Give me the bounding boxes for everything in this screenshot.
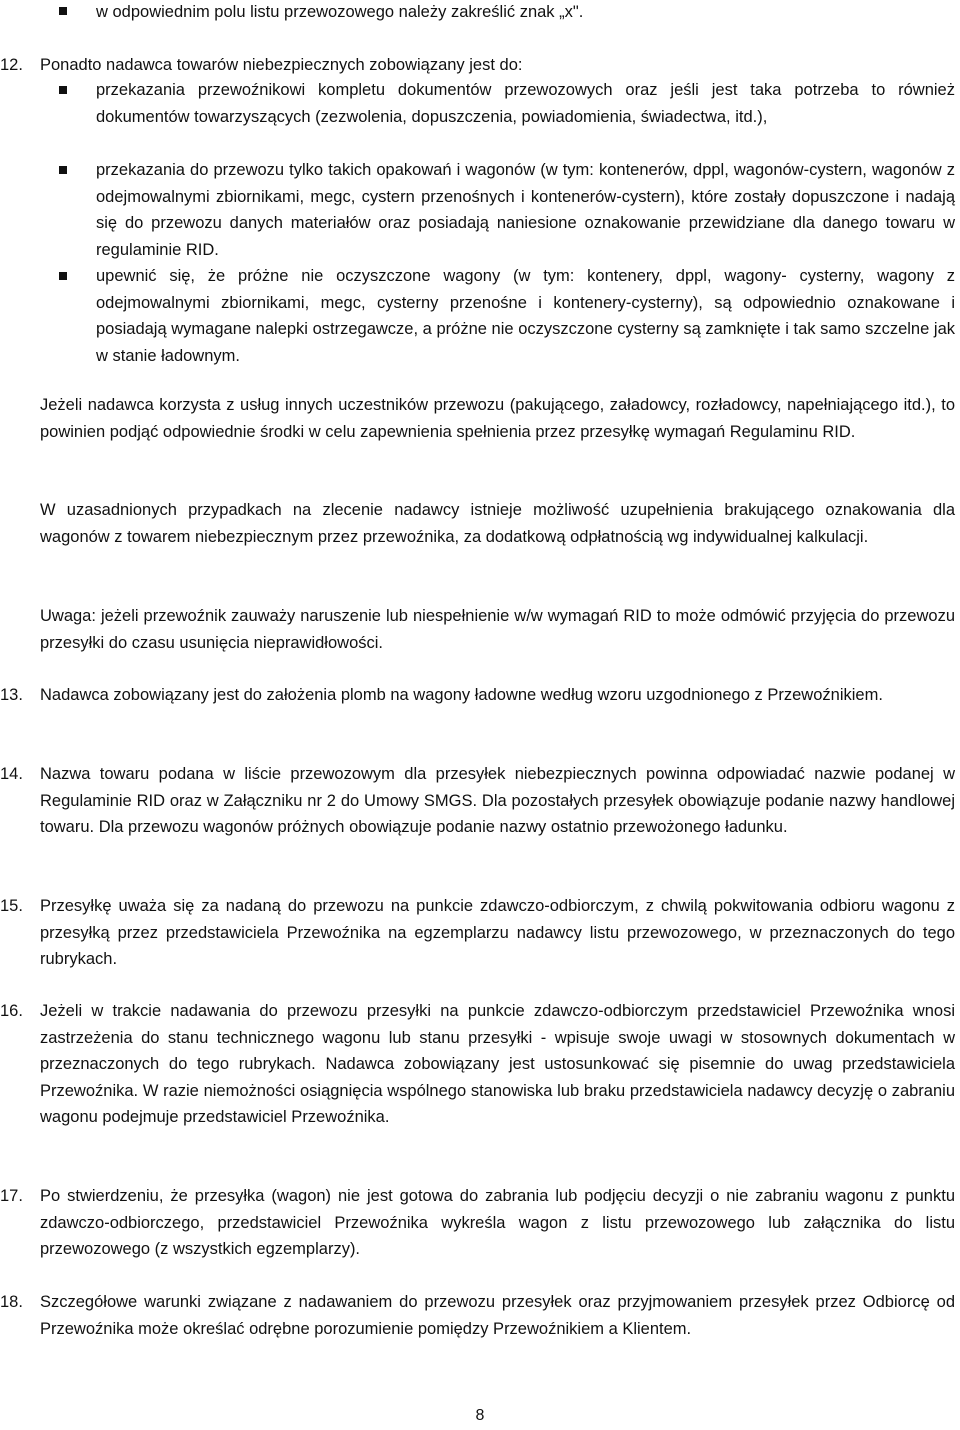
item-text: Jeżeli w trakcie nadawania do przewozu przesyłki na punkcie zdawczo-odbiorczym przedstawiciel Przewoźnika wnosi zastrzeżenia do stanu technicznego wagonu lub stanu przesyłki - wpisuje swoje uwagi w stosownych dokumentach w przeznaczonych do tego rubrykach. Nadawca zobowiązany jest ustosunkować się pisemnie do uwag przedstawiciela Przewoźnika. W razie niemożności osiągnięcia wspólnego stanowiska lub braku przedstawiciela nadawcy decyzję o zabraniu wagonu podejmuje przedstawiciel Przewoźnika. xyxy=(40,1002,955,1126)
item12-bullet-1: przekazania przewoźnikowi kompletu dokumentów przewozowych oraz jeśli jest taka potrzeba to również dokumentów towarzyszących (zezwolenia, dopuszczenia, powiadomienia, świadectwa, itd.), xyxy=(96,81,955,126)
item-text: Nadawca zobowiązany jest do założenia plomb na wagony ładowne według wzoru uzgodnionego z Przewoźnikiem. xyxy=(40,686,883,704)
item-text: Przesyłkę uważa się za nadaną do przewozu na punkcie zdawczo-odbiorczym, z chwilą pokwitowania odbioru wagonu z przesyłką przez przedstawiciela Przewoźnika na egzemplarzu nadawcy listu przewozowego, w przeznaczonych do tego rubrykach. xyxy=(40,897,955,968)
item12-intro: Ponadto nadawca towarów niebezpiecznych zobowiązany jest do: xyxy=(40,56,523,74)
item12-bullet-2: przekazania do przewozu tylko takich opakowań i wagonów (w tym: kontenerów, dppl, wagonów-cystern, wagonów z odejmowalnymi zbiornikami, megc, cystern przenośnych i kontenerów-cystern), które zostały dopuszczone i nadają się do przewozu danych materiałów oraz posiadają naniesione oznakowanie przewidziane dla danego towaru w regulaminie RID. xyxy=(96,161,955,259)
item-number: 13. xyxy=(0,686,23,704)
item12-bullet-3: upewnić się, że próżne nie oczyszczone wagony (w tym: kontenery, dppl, wagony- cysterny, wagony z odejmowalnymi zbiornikami, megc, cysterny przenośne i kontenery-cysterny), są odpowiednio oznakowane i posiadają wymagane nalepki ostrzegawcze, a próżne nie oczyszczone cysterny są zamknięte i tak samo szczelne jak w stanie ładownym. xyxy=(96,267,955,365)
item-number: 18. xyxy=(0,1293,23,1311)
item12-paragraph-2: W uzasadnionych przypadkach na zlecenie nadawcy istnieje możliwość uzupełnienia brakującego oznakowania dla wagonów z towarem niebezpiecznym przez przewoźnika, za dodatkową odpłatnością wg indywidualnej kalkulacji. xyxy=(40,501,955,546)
page-number: 8 xyxy=(475,1407,485,1424)
item-number: 15. xyxy=(0,897,23,915)
item12-paragraph-1: Jeżeli nadawca korzysta z usług innych uczestników przewozu (pakującego, załadowcy, rozładowcy, napełniającego itd.), to powinien podjąć odpowiednie środki w celu zapewnienia spełnienia przez przesyłkę wymagań Regulaminu RID. xyxy=(40,396,955,441)
item-number: 16. xyxy=(0,1002,23,1020)
bullet-marker xyxy=(59,272,67,280)
item-text: Szczegółowe warunki związane z nadawaniem do przewozu przesyłek oraz przyjmowaniem przesyłek przez Odbiorcę od Przewoźnika może określać odrębne porozumienie pomiędzy Przewoźnikiem a Klientem. xyxy=(40,1293,955,1338)
bullet-marker xyxy=(59,166,67,174)
item-number: 14. xyxy=(0,765,23,783)
top-bullet-text: w odpowiednim polu listu przewozowego należy zakreślić znak „x". xyxy=(96,3,584,21)
item12-paragraph-3: Uwaga: jeżeli przewoźnik zauważy naruszenie lub niespełnienie w/w wymagań RID to może odmówić przyjęcia do przewozu przesyłki do czasu usunięcia nieprawidłowości. xyxy=(40,607,955,652)
item-number: 17. xyxy=(0,1187,23,1205)
bullet-marker xyxy=(59,86,67,94)
bullet-marker xyxy=(59,7,67,15)
item-text: Nazwa towaru podana w liście przewozowym dla przesyłek niebezpiecznych powinna odpowiadać nazwie podanej w Regulaminie RID oraz w Załączniku nr 2 do Umowy SMGS. Dla pozostałych przesyłek obowiązuje podanie nazwy handlowej towaru. Dla przewozu wagonów próżnych obowiązuje podanie nazwy ostatnio przewożonego ładunku. xyxy=(40,765,955,836)
item-number: 12. xyxy=(0,56,23,74)
item-text: Po stwierdzeniu, że przesyłka (wagon) nie jest gotowa do zabrania lub podjęciu decyzji o nie zabraniu wagonu z punktu zdawczo-odbiorczego, przedstawiciel Przewoźnika wykreśla wagon z listu przewozowego lub załącznika do listu przewozowego (z wszystkich egzemplarzy). xyxy=(40,1187,955,1258)
